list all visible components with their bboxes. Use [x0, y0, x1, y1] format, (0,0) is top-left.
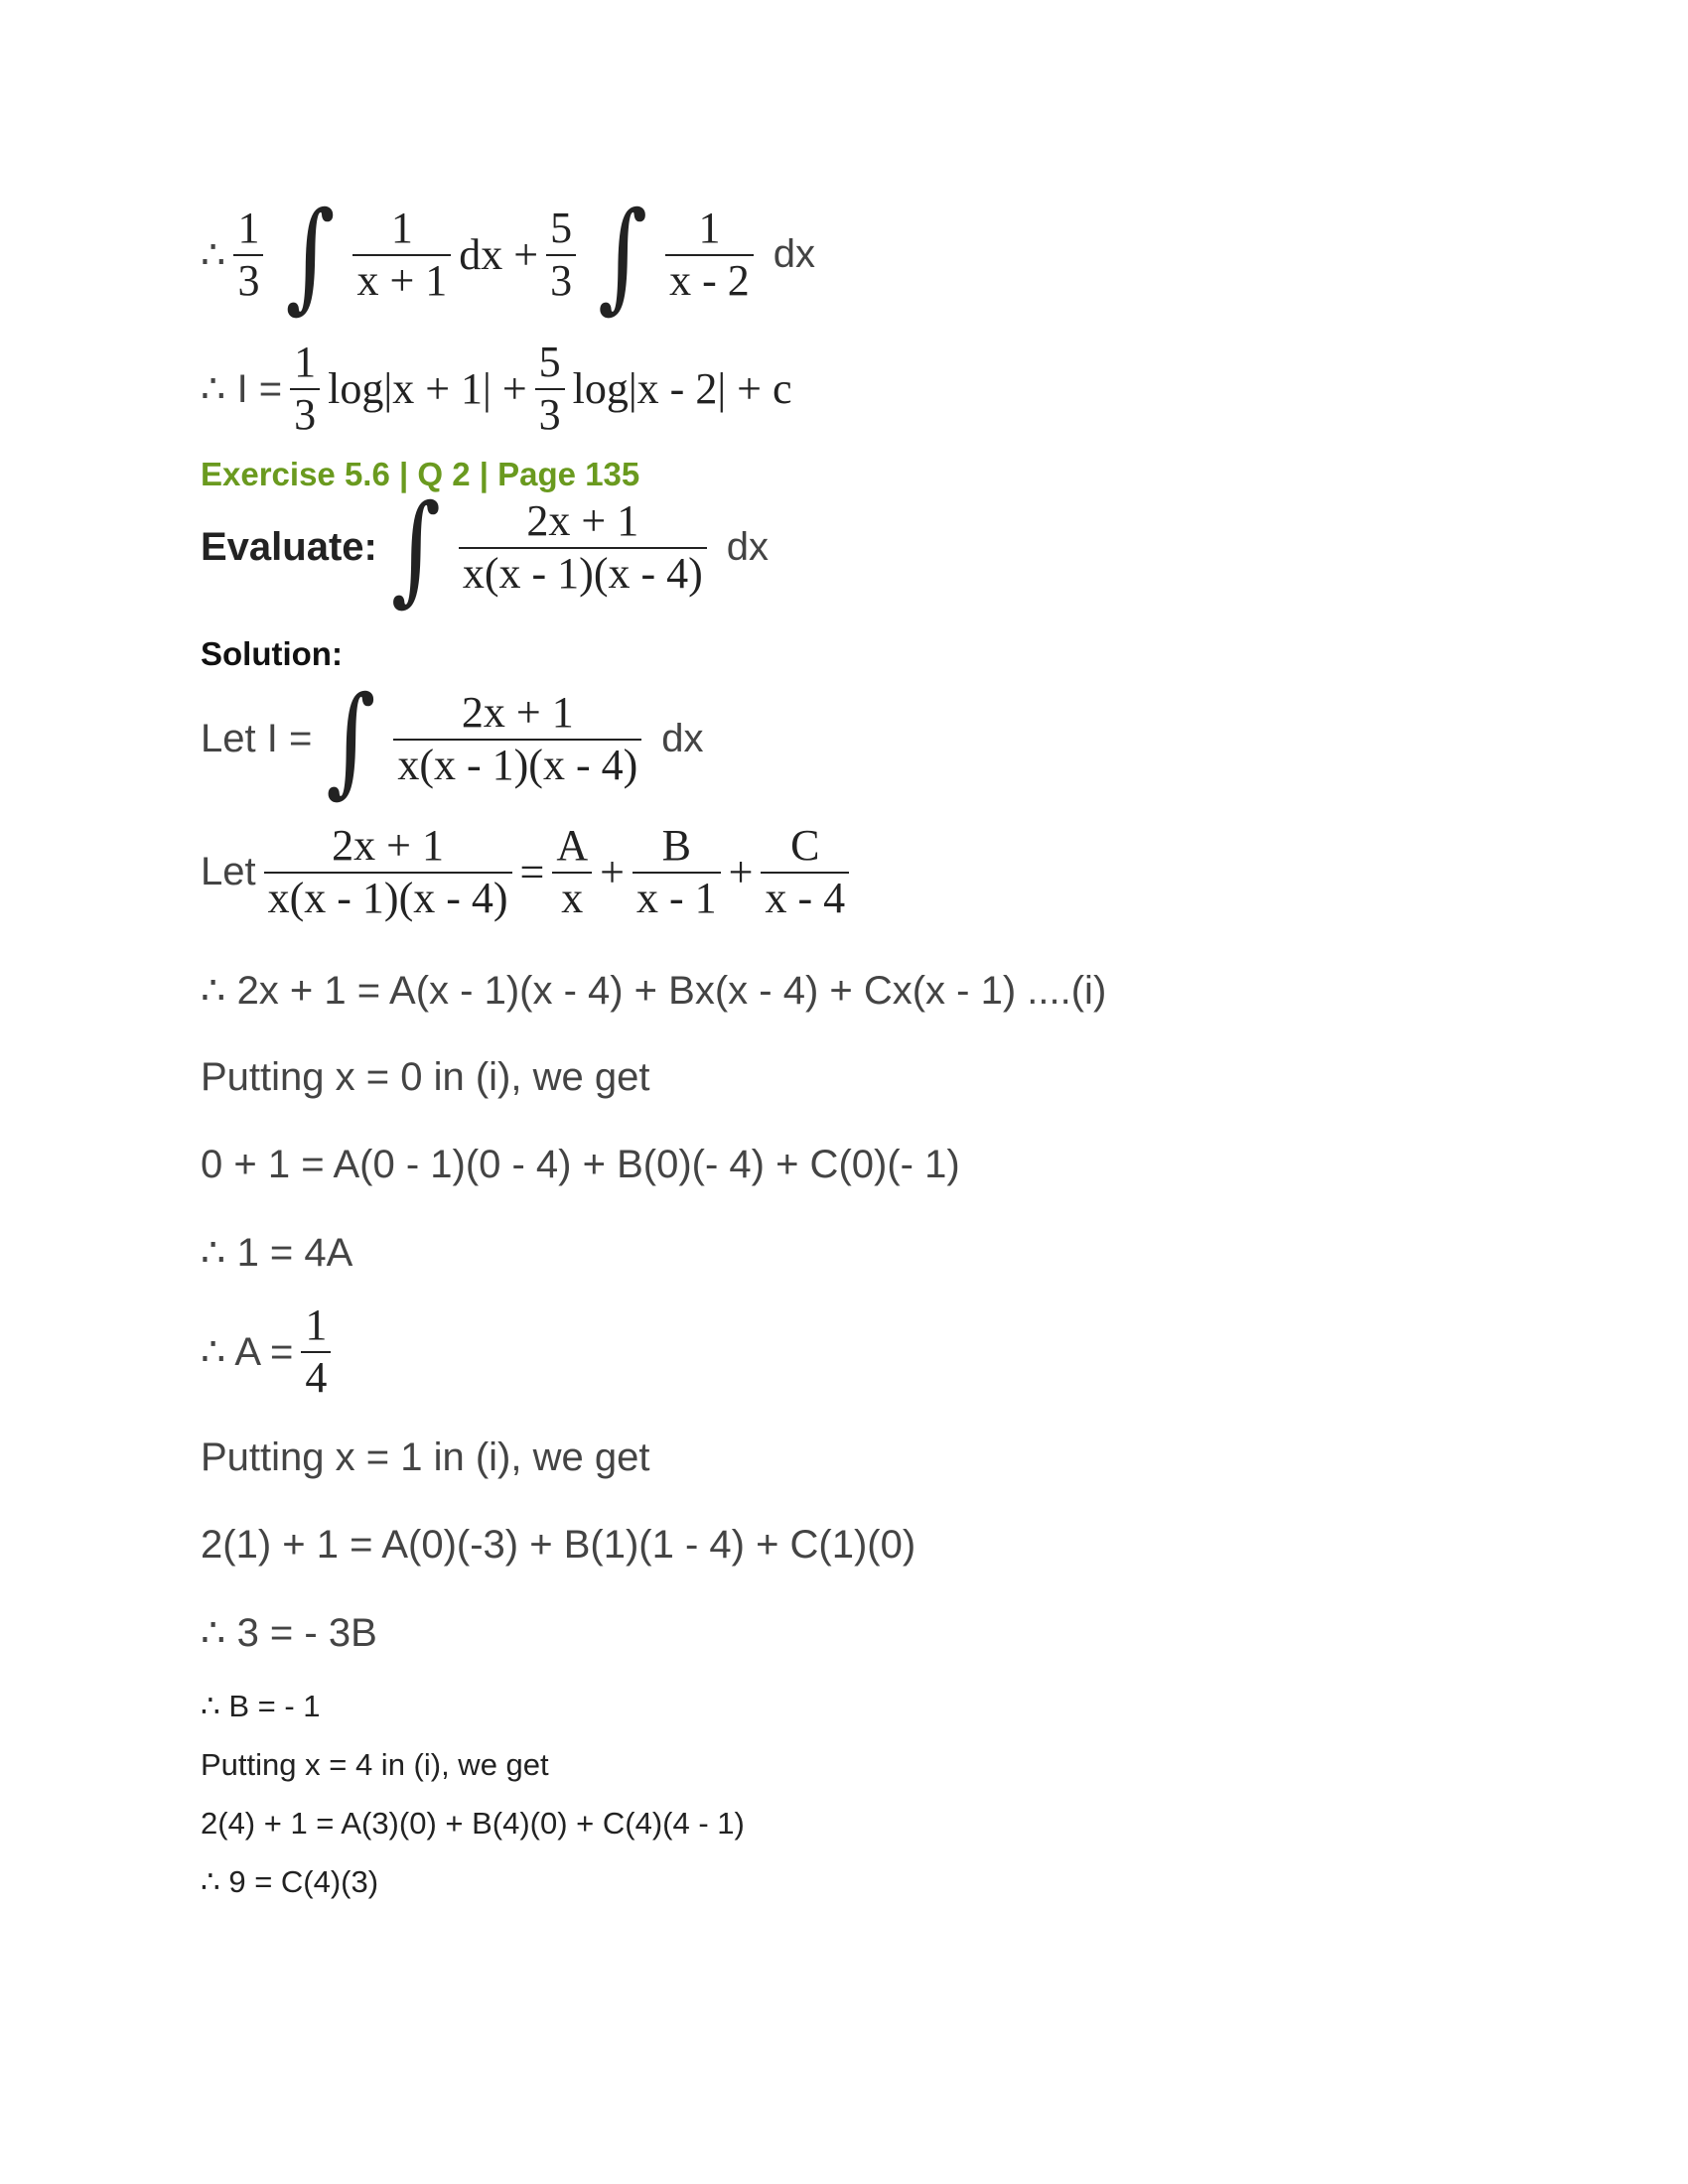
- a-prefix: ∴ A =: [201, 1329, 294, 1374]
- fraction-b: $\frac{B}{x - 1}$: [633, 821, 721, 923]
- fraction-one-over-x-plus-1: $\frac{1}{x + 1}$: [352, 204, 451, 306]
- dx-label: dx: [773, 232, 816, 277]
- log-term-2: log|x - 2| + c: [572, 364, 792, 414]
- result-4a: ∴ 1 = 4A: [201, 1231, 353, 1275]
- fraction-one-third: $\frac{1}{3}$: [290, 338, 320, 440]
- plus-sign: +: [728, 848, 754, 897]
- equals-sign: =: [519, 848, 545, 897]
- substitution-x-4: 2(4) + 1 = A(3)(0) + B(4)(0) + C(4)(4 - 1): [201, 1806, 745, 1841]
- substitution-x-0: 0 + 1 = A(0 - 1)(0 - 4) + B(0)(- 4) + C(0)(- 1): [201, 1143, 960, 1186]
- putting-x-4: Putting x = 4 in (i), we get: [201, 1747, 549, 1782]
- integral-sign-icon: ∫: [285, 185, 336, 325]
- integral-split-line: [201, 185, 816, 325]
- let-i-prefix: Let I =: [201, 717, 313, 761]
- fraction-one-third: $\frac{1}{3}$: [233, 204, 263, 306]
- let-prefix: Let: [201, 850, 256, 894]
- putting-x-1: Putting x = 1 in (i), we get: [201, 1435, 650, 1479]
- a-value-line: [201, 1300, 339, 1403]
- result-c: ∴ 9 = C(4)(3): [201, 1864, 379, 1899]
- fraction-c: $\frac{C}{x - 4}$: [761, 821, 849, 923]
- let-i-line: [201, 669, 704, 809]
- dx-label: dx: [661, 717, 704, 761]
- fraction-five-thirds: $\frac{5}{3}$: [546, 204, 576, 306]
- dx-label: dx: [726, 525, 770, 570]
- result-3b: ∴ 3 = - 3B: [201, 1611, 377, 1655]
- fraction-one-quarter: $\frac{1}{4}$: [301, 1300, 331, 1403]
- substitution-x-1: 2(1) + 1 = A(0)(-3) + B(1)(1 - 4) + C(1)(0): [201, 1523, 916, 1567]
- plus-sign: +: [600, 848, 625, 897]
- fraction-five-thirds: $\frac{5}{3}$: [535, 338, 565, 440]
- exercise-heading: Exercise 5.6 | Q 2 | Page 135: [201, 456, 640, 492]
- fraction-one-over-x-minus-2: $\frac{1}{x - 2}$: [665, 204, 754, 306]
- fraction-a: $\frac{A}{x}$: [552, 821, 592, 923]
- solution-label: Solution:: [201, 635, 343, 672]
- result-line: [201, 338, 791, 440]
- equation-i: ∴ 2x + 1 = A(x - 1)(x - 4) + Bx(x - 4) + Cx(x - 1) ....(i): [201, 969, 1107, 1013]
- log-term-1: log|x + 1| +: [328, 364, 527, 414]
- evaluate-line: [201, 478, 770, 617]
- b-value: ∴ B = - 1: [201, 1689, 321, 1723]
- putting-x-0: Putting x = 0 in (i), we get: [201, 1055, 650, 1099]
- integral-sign-icon: ∫: [390, 478, 441, 617]
- lhs-fraction: $\frac{2x + 1}{x(x - 1)(x - 4)}$: [264, 821, 512, 923]
- integral-sign-icon: ∫: [326, 669, 376, 809]
- let-i-fraction: $\frac{2x + 1}{x(x - 1)(x - 4)}$: [393, 688, 641, 790]
- therefore-symbol: ∴: [201, 232, 226, 277]
- partial-fraction-line: [201, 821, 857, 923]
- result-prefix: ∴ I =: [201, 366, 283, 411]
- evaluate-label: Evaluate:: [201, 525, 377, 570]
- dx-plus: dx +: [459, 230, 539, 280]
- integral-sign-icon: ∫: [598, 185, 648, 325]
- evaluate-fraction: $\frac{2x + 1}{x(x - 1)(x - 4)}$: [459, 496, 707, 599]
